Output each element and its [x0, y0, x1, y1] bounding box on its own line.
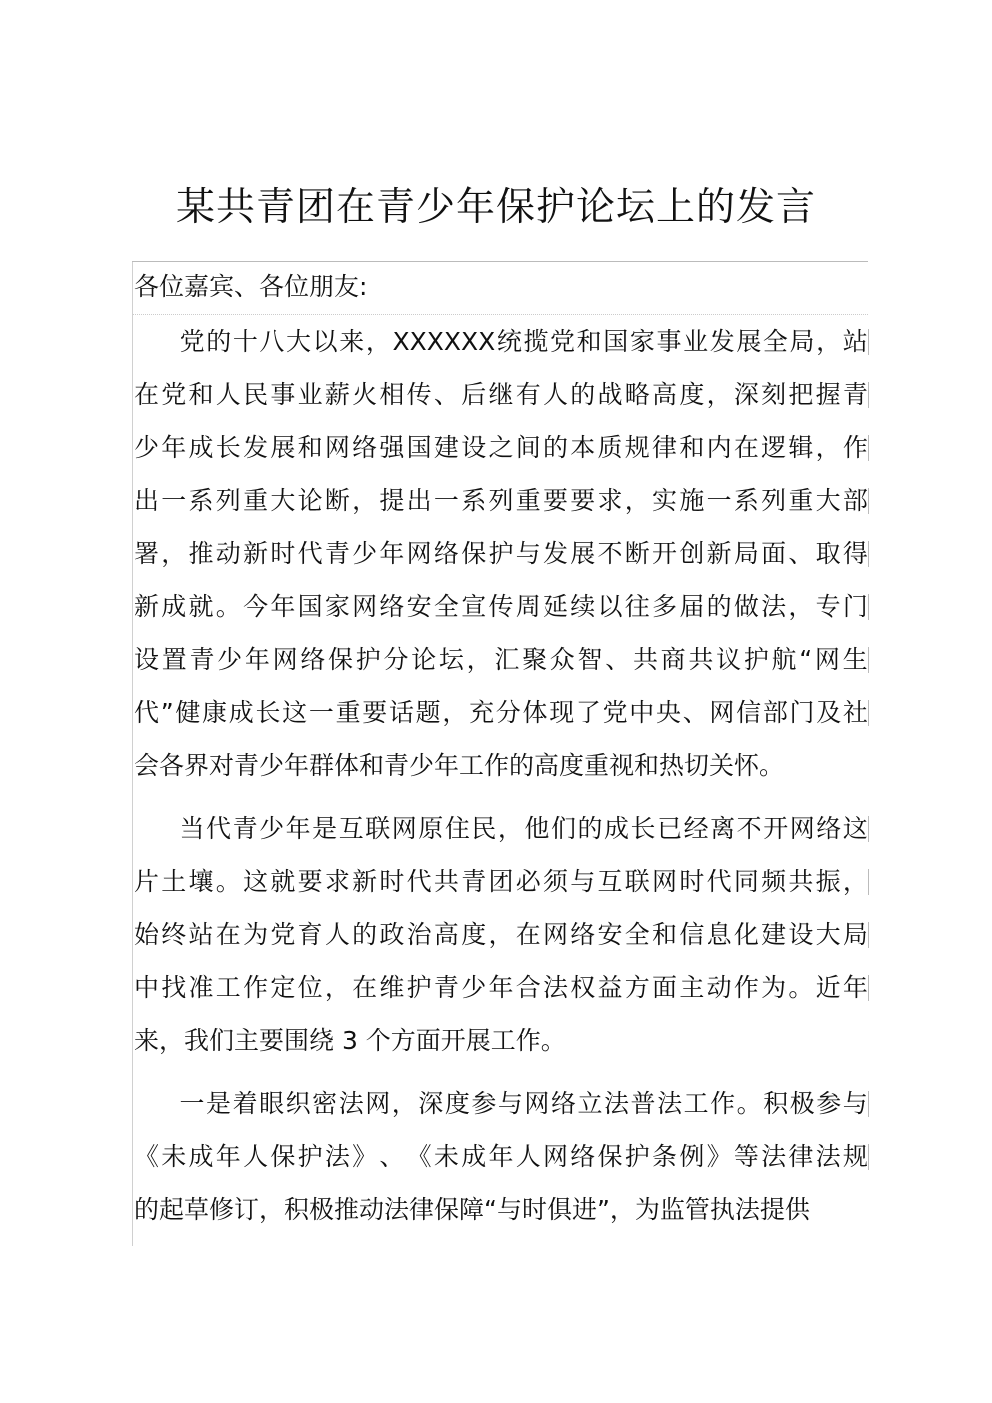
text-line: 署 ， 推 动 新 时 代 青 少 年 网 络 保 护 与 发 展 不 断 开 创 新 局 面 、 取 得 [134, 539, 868, 568]
text-line: 党 的 十 八 大 以 来 ， XXXXXX 统 揽 党 和 国 家 事 业 发 展 全 局 ， 站 [179, 327, 868, 356]
text-line: 当 代 青 少 年 是 互 联 网 原 住 民 ， 他 们 的 成 长 已 经 离 不 开 网 络 这 [179, 814, 868, 843]
text-line: 《 未 成 年 人 保 护 法 》 、 《 未 成 年 人 网 络 保 护 条 例 》 等 法 律 法 规 [134, 1142, 868, 1171]
text-line: 新 成 就 。 今 年 国 家 网 络 安 全 宣 传 周 延 续 以 往 多 届 的 做 法 ， 专 门 [134, 592, 868, 621]
text-line: 少 年 成 长 发 展 和 网 络 强 国 建 设 之 间 的 本 质 规 律 和 内 在 逻 辑 ， 作 [134, 433, 868, 462]
paragraph [132, 802, 868, 1077]
margin-marker [868, 594, 869, 620]
text-line: 中 找 准 工 作 定 位 ， 在 维 护 青 少 年 合 法 权 益 方 面 主 动 作 为 。 近 年 [134, 973, 868, 1002]
text-line: 会各界对青少年群体和青少年工作的高度重视和热切关怀。 [134, 751, 785, 780]
margin-marker [868, 869, 869, 895]
margin-marker [868, 488, 869, 514]
paragraphs [132, 315, 868, 1246]
text-line: 出 一 系 列 重 大 论 断 ， 提 出 一 系 列 重 要 要 求 ， 实 施 一 系 列 重 大 部 [134, 486, 868, 515]
text-line: 代 ” 健 康 成 长 这 一 重 要 话 题 ， 充 分 体 现 了 党 中 央 、 网 信 部 门 及 社 [134, 698, 868, 727]
paragraph [132, 1077, 868, 1246]
margin-marker [868, 1091, 869, 1117]
text-line: 一 是 着 眼 织 密 法 网 ， 深 度 参 与 网 络 立 法 普 法 工 作 。 积 极 参 与 [179, 1089, 868, 1118]
margin-marker [868, 541, 869, 567]
margin-marker [868, 435, 869, 461]
margin-marker [868, 975, 869, 1001]
margin-marker [868, 816, 869, 842]
margin-marker [868, 1144, 869, 1170]
text-line: 在 党 和 人 民 事 业 薪 火 相 传 、 后 继 有 人 的 战 略 高 度 ， 深 刻 把 握 青 [134, 380, 868, 409]
margin-marker [868, 647, 869, 673]
paragraph [132, 315, 868, 802]
text-line: 设 置 青 少 年 网 络 保 护 分 论 坛 ， 汇 聚 众 智 、 共 商 共 议 护 航 “ 网 生 [134, 645, 868, 674]
document-title: 某共青团在青少年保护论坛上的发言 [175, 185, 816, 230]
text-line: 片 土 壤 。 这 就 要 求 新 时 代 共 青 团 必 须 与 互 联 网 时 代 同 频 共 振 ， [134, 867, 868, 896]
margin-marker [868, 700, 869, 726]
text-line: 的起草修订，积极推动法律保障“与时俱进”，为监管执法提供 [134, 1195, 810, 1224]
text-line: 始 终 站 在 为 党 育 人 的 政 治 高 度 ， 在 网 络 安 全 和 信 息 化 建 设 大 局 [134, 920, 868, 949]
margin-marker [868, 922, 869, 948]
margin-marker [868, 382, 869, 408]
text-line: 来，我们主要围绕 3 个方面开展工作。 [134, 1026, 566, 1055]
margin-marker [868, 329, 869, 355]
document-body [132, 261, 868, 1246]
salutation: 各位嘉宾、各位朋友: [132, 262, 868, 315]
